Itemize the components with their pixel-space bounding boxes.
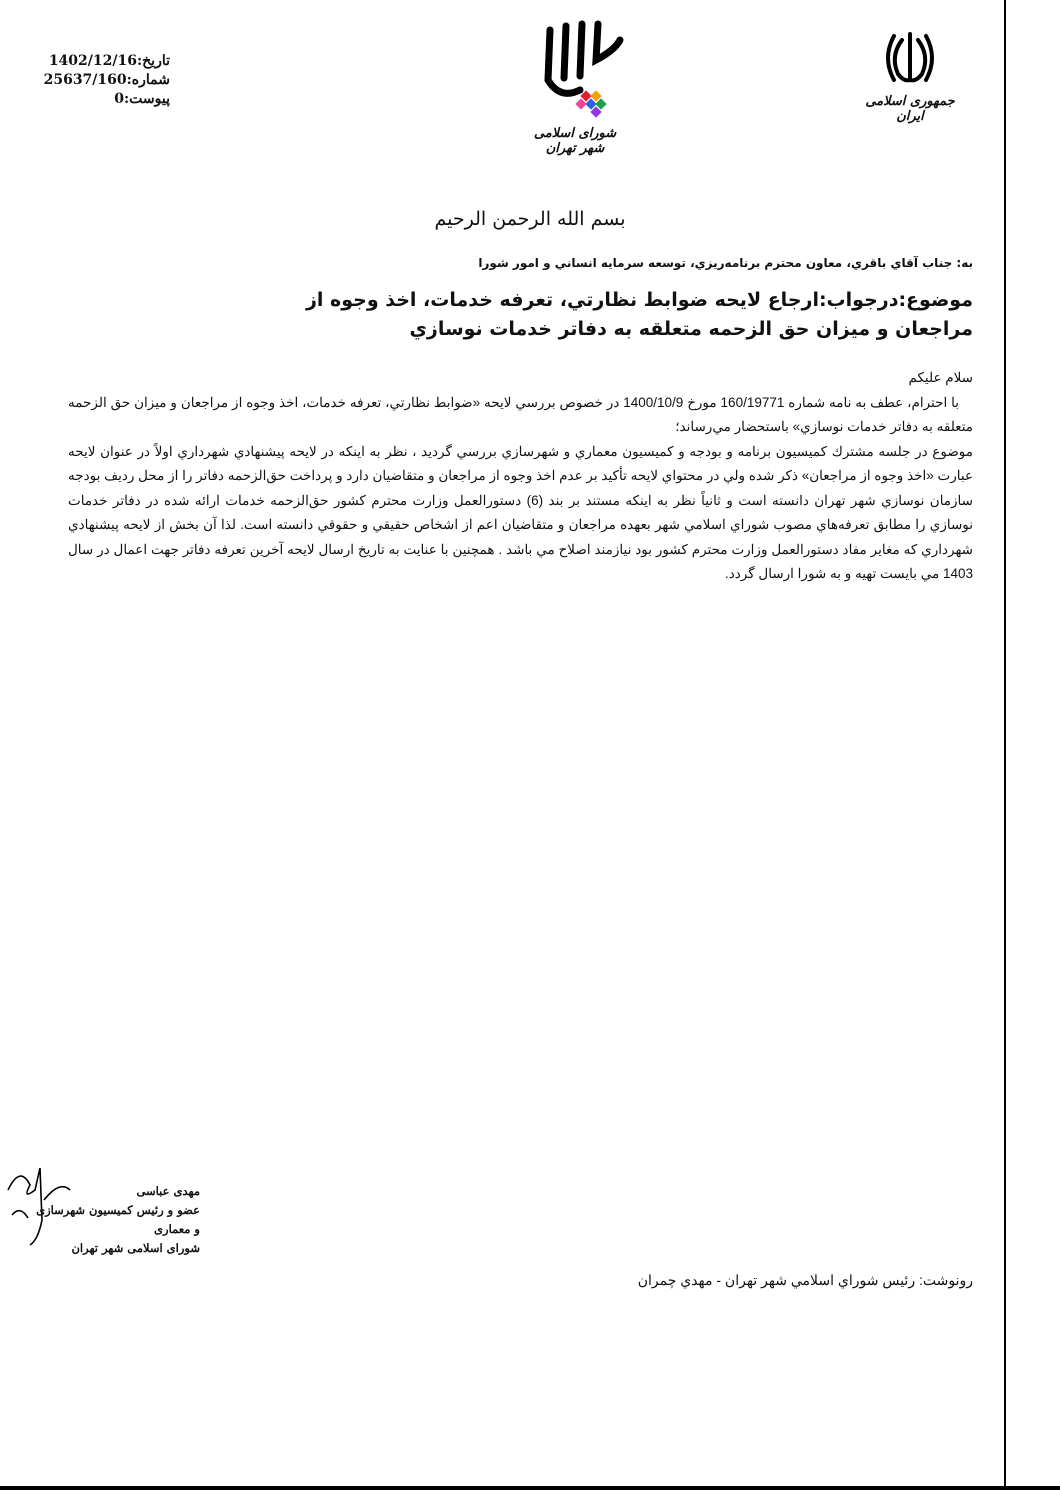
number-line: شماره:25637/160 [43,72,170,88]
greeting: سلام عليكم [908,370,973,385]
date-line: تاریخ:1402/12/16 [48,53,170,69]
paragraph: با احترام، عطف به نامه شماره 160/19771 مورخ 1400/10/9 در خصوص بررسي لايحه «ضوابط نظارتي، تعرفه خدمات، اخذ وجوه از مراجعان و ميزان حق الزحمه متعلقه به دفاتر خدمات نوسازي» باستحضار مي‌رساند؛ [68,394,973,434]
paragraph: موضوع در جلسه مشترك كميسيون برنامه و بودجه و كميسيون معماري و شهرسازي بررسي گرديد ، نظر به اينكه در لايحه پيشنهادي شهرداري اولاً در عنوان لايحه عبارت «اخذ وجوه از مراجعان» ذكر شده ولي در محتواي لايحه تأكيد بر عدم اخذ وجوه از مراجعان و متقاضيان دارد و پرداخت حق‌الزحمه دفاتر را از محل رديف بودجه سازمان نوسازي شهر تهران دانسته است و ثانياً نظر به اينكه مستند بر بند (6) دستورالعمل وزارت محترم كشور حق‌الزحمه خدمات ارائه شده در دفاتر خدمات نوسازي را مطابق تعرفه‌هاي مصوب شوراي اسلامي شهر بعهده مراجعان و متقاضيان اعم از اشخاص حقيقي و حقوقي دانسته است. لذا آن بخش از لايحه پيشنهادي شهرداري كه مغاير مفاد دستورالعمل وزارت محترم كشور بود نيازمند اصلاح مي باشد . همچنين با عنايت به تاريخ ارسال لايحه آخرين تعرفه دفاتر جهت اعمال در سال 1403 مي بايست تهيه و به شورا ارسال گردد. [68,443,973,581]
signatory-title: عضو و رئیس کمیسیون شهرسازی و معماری [36,1203,200,1236]
iran-emblem [855,28,965,128]
tehran-council-logo [520,20,630,160]
council-caption: شورای اسلامی شهر تهران [533,126,617,156]
council-logo-icon [520,20,630,120]
letter-subject: موضوع:درجواب:ارجاع لايحه ضوابط نظارتي، تعرفه خدمات، اخذ وجوه از مراجعان و ميزان حق الزحمه متعلقه به دفاتر خدمات نوسازي [305,289,973,340]
bismillah: بسم الله الرحمن الرحيم [434,208,626,230]
emblem-icon [880,28,940,90]
signatory [32,1182,200,1258]
attachment-line: پیوست:0 [114,91,170,107]
signatory-org: شورای اسلامی شهر تهران [71,1241,200,1255]
cc-line: رونوشت: رئيس شوراي اسلامي شهر تهران - مهدي چمران [637,1272,973,1288]
letter-body [68,366,973,587]
signatory-name: مهدی عباسی [136,1184,200,1198]
page-border-bottom [0,1486,1060,1490]
letter-metadata [40,52,170,109]
signature-block [0,1160,205,1260]
emblem-caption: جمهوری اسلامی ایران [865,94,955,124]
page-border-right [1004,0,1006,1490]
recipient-line: به: جناب آقاي باقري، معاون محترم برنامه‌ريزي، توسعه سرمايه انساني و امور شورا [478,256,973,270]
